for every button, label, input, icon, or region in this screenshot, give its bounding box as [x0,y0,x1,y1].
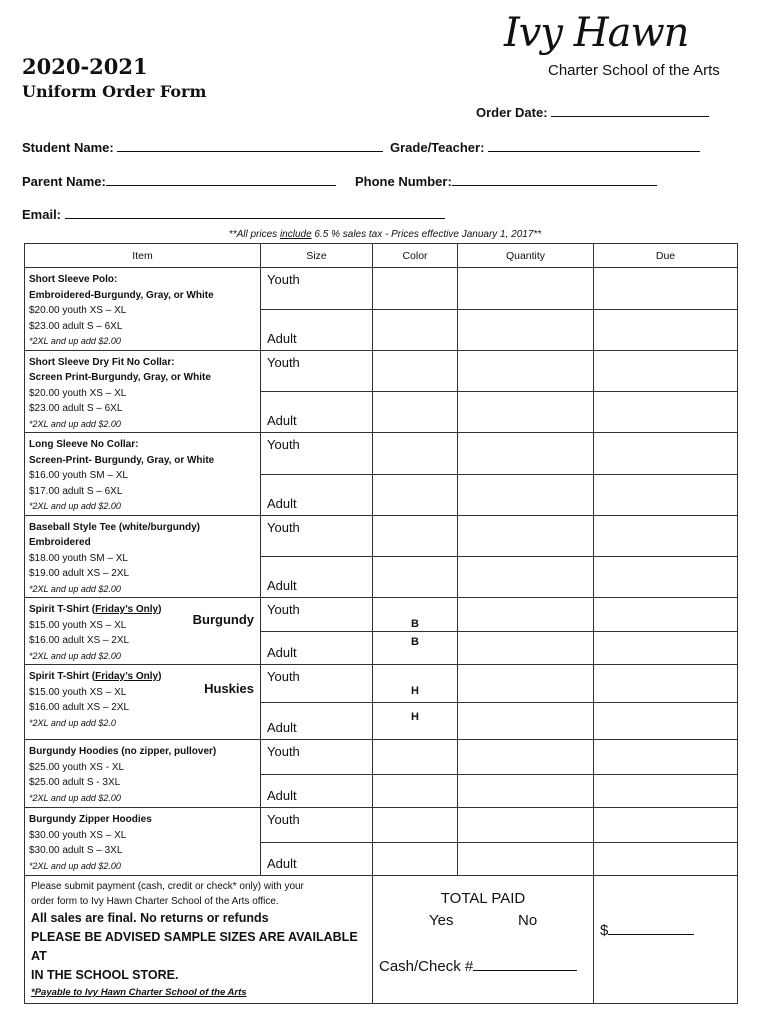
due-cell[interactable] [594,515,738,598]
size-youth: Youth [267,354,300,370]
color-cell[interactable] [373,350,458,433]
due-cell[interactable] [594,433,738,516]
size-cell[interactable] [261,350,373,433]
size-adult: Adult [267,578,297,593]
email-field[interactable] [22,206,445,222]
parent-name-label: Parent Name: [22,174,106,189]
yes-option[interactable]: Yes [429,912,454,929]
color-cell[interactable] [373,665,458,740]
color-cell[interactable] [373,808,458,876]
phone-number-label: Phone Number: [355,174,452,189]
size-cell[interactable] [261,515,373,598]
size-youth: Youth [267,669,300,684]
table-row [25,665,738,740]
color-cell[interactable] [373,598,458,665]
grade-teacher-field[interactable] [390,139,700,155]
order-date-field[interactable] [476,104,709,120]
student-name-label: Student Name: [22,140,114,155]
email-line[interactable] [65,206,445,219]
color-cell[interactable] [373,433,458,516]
item-color-name: Burgundy [192,612,254,627]
order-table [24,243,738,1004]
quantity-cell[interactable] [458,515,594,598]
size-youth: Youth [267,602,300,617]
item-description: Burgundy Zipper Hoodies $30.00 youth XS – XL $30.00 adult S – 3XL *2XL and up add $2.00 [25,808,261,876]
col-item: Item [25,244,261,268]
cash-check-field[interactable]: Cash/Check # [379,958,577,975]
item-description: Spirit T-Shirt (Friday’s Only) $15.00 youth XS – XL $16.00 adult XS – 2XL *2XL and up add $2.0 Huskies [25,665,261,740]
order-date-line[interactable] [551,104,709,117]
final-sale-notice: All sales are final. No returns or refunds [31,911,269,925]
color-cell[interactable] [373,740,458,808]
size-cell[interactable] [261,598,373,665]
phone-number-field[interactable] [355,173,657,189]
table-row [25,740,738,808]
item-description: Short Sleeve Polo: Embroidered-Burgundy, Gray, or White $20.00 youth XS – XL $23.00 adult S – 6XL *2XL and up add $2.00 [25,268,261,351]
due-cell[interactable] [594,808,738,876]
size-adult: Adult [267,856,297,871]
grade-teacher-line[interactable] [488,139,700,152]
size-adult: Adult [267,720,297,735]
quantity-cell[interactable] [458,350,594,433]
quantity-cell[interactable] [458,268,594,351]
table-row [25,268,738,351]
color-cell[interactable] [373,268,458,351]
total-due-cell[interactable] [594,876,738,1004]
size-cell[interactable] [261,665,373,740]
school-logo-text: Charter School of the Arts [548,62,720,79]
no-option[interactable]: No [518,912,538,929]
table-row [25,808,738,876]
size-adult: Adult [267,495,297,511]
size-youth: Youth [267,519,300,535]
size-youth: Youth [267,437,300,452]
table-row [25,350,738,433]
due-cell[interactable] [594,268,738,351]
item-description: Burgundy Hoodies (no zipper, pullover) $25.00 youth XS - XL $25.00 adult S - 3XL *2XL and up add $2.00 [25,740,261,808]
size-adult: Adult [267,645,297,660]
student-name-line[interactable] [117,139,383,152]
size-cell[interactable] [261,268,373,351]
quantity-cell[interactable] [458,665,594,740]
size-adult: Adult [267,330,297,346]
order-date-label: Order Date: [476,105,548,120]
total-due-field[interactable]: $ [600,922,694,939]
item-color-name: Huskies [204,681,254,696]
total-paid-label: TOTAL PAID [440,890,526,907]
size-cell[interactable] [261,740,373,808]
color-cell[interactable] [373,515,458,598]
item-description: Long Sleeve No Collar: Screen-Print- Burgundy, Gray, or White $16.00 youth SM – XL $17.00 adult S – 6XL *2XL and up add $2.00 [25,433,261,516]
table-row [25,433,738,516]
color-adult: H [411,711,419,723]
quantity-cell[interactable] [458,598,594,665]
color-youth: H [411,685,419,697]
item-description: Short Sleeve Dry Fit No Collar: Screen Print-Burgundy, Gray, or White $20.00 youth XS – XL $23.00 adult S – 6XL *2XL and up add $2.00 [25,350,261,433]
size-youth: Youth [267,272,300,287]
form-title: Uniform Order Form [22,82,207,101]
size-cell[interactable] [261,808,373,876]
payment-instructions: Please submit payment (cash, credit or check* only) with your order form to Ivy Hawn Charter School of the Arts office. All sales are final. No returns or refunds PLEASE BE ADVISED SAMPLE SIZES ARE AVAILABLE AT IN THE SCHOOL STORE. *Payable to Ivy Hawn Charter School of the Arts [25,876,373,1004]
price-note: **All prices include 6.5 % sales tax - Prices effective January 1, 2017** [228,229,542,240]
email-label: Email: [22,207,62,222]
size-adult: Adult [267,788,297,803]
color-adult: B [411,636,419,648]
col-quantity: Quantity [458,244,594,268]
student-name-field[interactable] [22,139,383,155]
col-color: Color [373,244,458,268]
parent-name-field[interactable] [22,173,336,189]
due-cell[interactable] [594,665,738,740]
parent-name-line[interactable] [106,173,336,186]
table-row [25,598,738,665]
quantity-cell[interactable] [458,740,594,808]
color-youth: B [411,618,419,630]
table-header-row [25,244,738,268]
quantity-cell[interactable] [458,808,594,876]
phone-number-line[interactable] [452,173,657,186]
size-youth: Youth [267,812,300,827]
col-size: Size [261,244,373,268]
table-row [25,515,738,598]
col-due: Due [594,244,738,268]
size-youth: Youth [267,744,300,759]
payable-to: *Payable to Ivy Hawn Charter School of the Arts [31,987,247,998]
due-cell[interactable] [594,598,738,665]
due-cell[interactable] [594,740,738,808]
quantity-cell[interactable] [458,433,594,516]
school-logo-script: Ivy Hawn [504,10,689,56]
grade-teacher-label: Grade/Teacher: [390,140,485,155]
item-description: Baseball Style Tee (white/burgundy) Embroidered $18.00 youth SM – XL $19.00 adult XS – 2XL *2XL and up add $2.00 [25,515,261,598]
size-adult: Adult [267,413,297,428]
total-paid-box [373,876,594,1004]
due-cell[interactable] [594,350,738,433]
form-year: 2020-2021 [22,54,148,79]
size-cell[interactable] [261,433,373,516]
item-description: Spirit T-Shirt (Friday’s Only) $15.00 youth XS – XL $16.00 adult XS – 2XL *2XL and up add $2.00 Burgundy [25,598,261,665]
footer-row [25,876,738,1004]
